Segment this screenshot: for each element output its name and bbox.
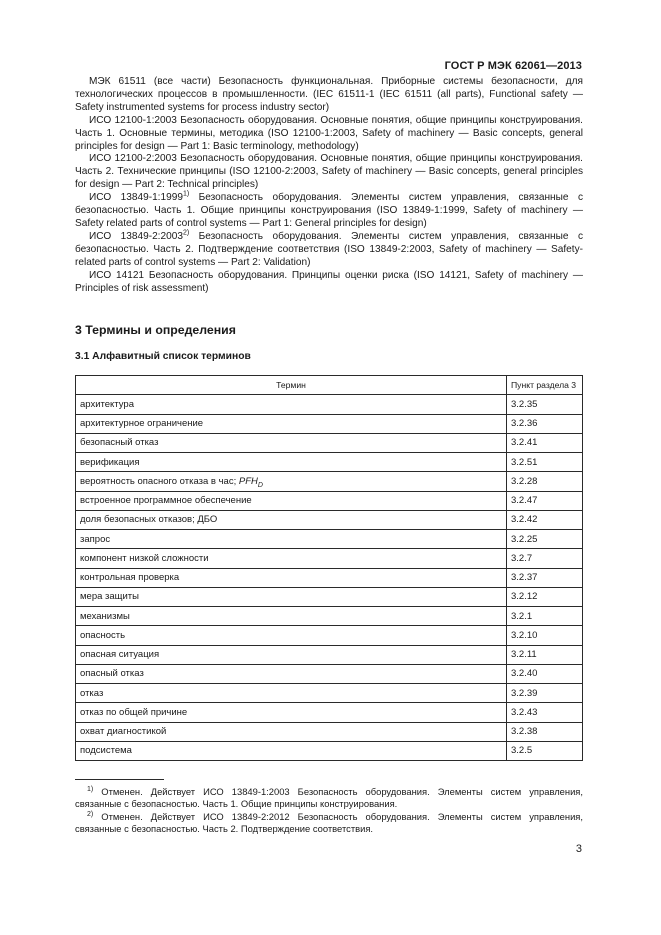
term-cell: мера защиты <box>76 587 507 606</box>
term-cell: архитектурное ограничение <box>76 414 507 433</box>
terms-table <box>75 375 583 761</box>
table-row <box>76 491 583 510</box>
term-cell: отказ по общей причине <box>76 703 507 722</box>
table-row <box>76 472 583 491</box>
clause-cell: 3.2.39 <box>507 684 583 703</box>
clause-cell: 3.2.25 <box>507 530 583 549</box>
term-symbol: PFH <box>238 475 258 487</box>
table-row <box>76 530 583 549</box>
footnote-separator <box>75 779 164 780</box>
term-cell: отказ <box>76 684 507 703</box>
footnotes <box>75 786 583 836</box>
table-row <box>76 626 583 645</box>
clause-cell: 3.2.36 <box>507 414 583 433</box>
table-row <box>76 741 583 760</box>
clause-cell: 3.2.11 <box>507 645 583 664</box>
clause-cell: 3.2.12 <box>507 587 583 606</box>
subsection-title: 3.1 Алфавитный список терминов <box>75 351 251 362</box>
term-cell: опасная ситуация <box>76 645 507 664</box>
footnote-text: Отменен. Действует ИСО 13849-1:2003 Безопасность оборудования. Элементы систем управления, связанные с безопасностью. Часть 1. Общие принципы конструирования. <box>75 786 583 810</box>
clause-cell: 3.2.1 <box>507 607 583 626</box>
reference-item <box>75 231 583 270</box>
reference-code: ИСО 13849-2:2003 <box>89 230 183 242</box>
table-row <box>76 645 583 664</box>
table-row <box>76 433 583 452</box>
footnote-text: Отменен. Действует ИСО 13849-2:2012 Безопасность оборудования. Элементы систем управления, связанные с безопасностью. Часть 2. Подтверждение соответствия. <box>75 810 583 835</box>
term-cell: встроенное программное обеспечение <box>76 491 507 510</box>
table-row <box>76 722 583 741</box>
page-number: 3 <box>575 843 582 855</box>
footnote-mark: 2) <box>182 229 190 237</box>
clause-cell: 3.2.35 <box>507 395 583 414</box>
table-row <box>76 664 583 683</box>
table-row <box>76 568 583 587</box>
reference-item: ИСО 14121 Безопасность оборудования. Принципы оценки риска (ISO 14121, Safety of machinery — Principles of risk assessment) <box>75 269 583 294</box>
reference-item: ИСО 12100-2:2003 Безопасность оборудования. Основные понятия, общие принципы конструирования. Часть 2. Технические принципы (ISO 12100-2:2003, Safety of machinery — Basic concepts, general principles for design — Part 2: Technical principles) <box>75 153 583 191</box>
table-row <box>76 549 583 568</box>
table-row <box>76 453 583 472</box>
table-row <box>76 587 583 606</box>
term-cell: контрольная проверка <box>76 568 507 587</box>
term-cell: охват диагностикой <box>76 722 507 741</box>
table-row <box>76 414 583 433</box>
table-row <box>76 703 583 722</box>
footnote-item <box>75 811 583 836</box>
reference-item: ИСО 12100-1:2003 Безопасность оборудования. Основные понятия, общие принципы конструирования. Часть 1. Основные термины, методика (ISO 12100-1:2003, Safety of machinery — Basic concepts, general principles for design — Part 1: Basic terminology, methodology) <box>75 114 583 152</box>
term-cell: опасный отказ <box>76 664 507 683</box>
clause-cell: 3.2.7 <box>507 549 583 568</box>
footnote-item <box>75 786 583 811</box>
term-cell: безопасный отказ <box>76 433 507 452</box>
term-cell: опасность <box>76 626 507 645</box>
term-symbol-subscript: D <box>257 481 263 489</box>
table-header-row <box>76 376 583 395</box>
clause-cell: 3.2.43 <box>507 703 583 722</box>
section-title: 3 Термины и определения <box>75 323 236 337</box>
reference-text: Безопасность оборудования. Элементы систем управления, связанные с безопасностью. Часть 2. Подтверждение соответствия (ISO 13849-2:2003, Safety of machinery — Safety-related parts of control systems — Part 2: Validation) <box>75 230 583 268</box>
normative-references <box>75 76 583 295</box>
clause-cell: 3.2.10 <box>507 626 583 645</box>
table-row <box>76 510 583 529</box>
term-cell: верификация <box>76 453 507 472</box>
term-cell: компонент низкой сложности <box>76 549 507 568</box>
term-text: вероятность опасного отказа в час; <box>80 475 239 487</box>
clause-cell: 3.2.47 <box>507 491 583 510</box>
clause-cell: 3.2.41 <box>507 433 583 452</box>
table-row <box>76 607 583 626</box>
clause-cell: 3.2.37 <box>507 568 583 587</box>
table-row <box>76 395 583 414</box>
footnote-mark: 2) <box>87 810 94 818</box>
header-term: Термин <box>76 376 507 395</box>
table-row <box>76 684 583 703</box>
footnote-mark: 1) <box>182 190 190 198</box>
reference-item <box>75 192 583 231</box>
clause-cell: 3.2.42 <box>507 510 583 529</box>
clause-cell: 3.2.51 <box>507 453 583 472</box>
term-cell: запрос <box>76 530 507 549</box>
header-clause: Пункт раздела 3 <box>507 376 583 395</box>
term-cell: архитектура <box>76 395 507 414</box>
clause-cell: 3.2.38 <box>507 722 583 741</box>
clause-cell: 3.2.5 <box>507 741 583 760</box>
footnote-mark: 1) <box>87 785 94 793</box>
term-cell <box>76 472 507 491</box>
reference-text: Безопасность оборудования. Элементы систем управления, связанные с безопасностью. Часть 1. Общие принципы конструирования (ISO 13849-1:1999, Safety of machinery — Safety related parts of control systems — Part 1: General principles for design) <box>75 192 583 229</box>
reference-code: ИСО 13849-1:1999 <box>89 192 183 204</box>
term-cell: доля безопасных отказов; ДБО <box>76 510 507 529</box>
term-cell: подсистема <box>76 741 507 760</box>
reference-item: МЭК 61511 (все части) Безопасность функциональная. Приборные системы безопасности, для технологических процессов в промышленности. (IEC 61511-1 (IEC 61511 (all parts), Functional safety — Safety instrumented systems for process industry sector) <box>75 76 583 113</box>
clause-cell: 3.2.28 <box>507 472 583 491</box>
term-cell: механизмы <box>76 607 507 626</box>
standard-designation: ГОСТ Р МЭК 62061—2013 <box>444 60 582 72</box>
clause-cell: 3.2.40 <box>507 664 583 683</box>
